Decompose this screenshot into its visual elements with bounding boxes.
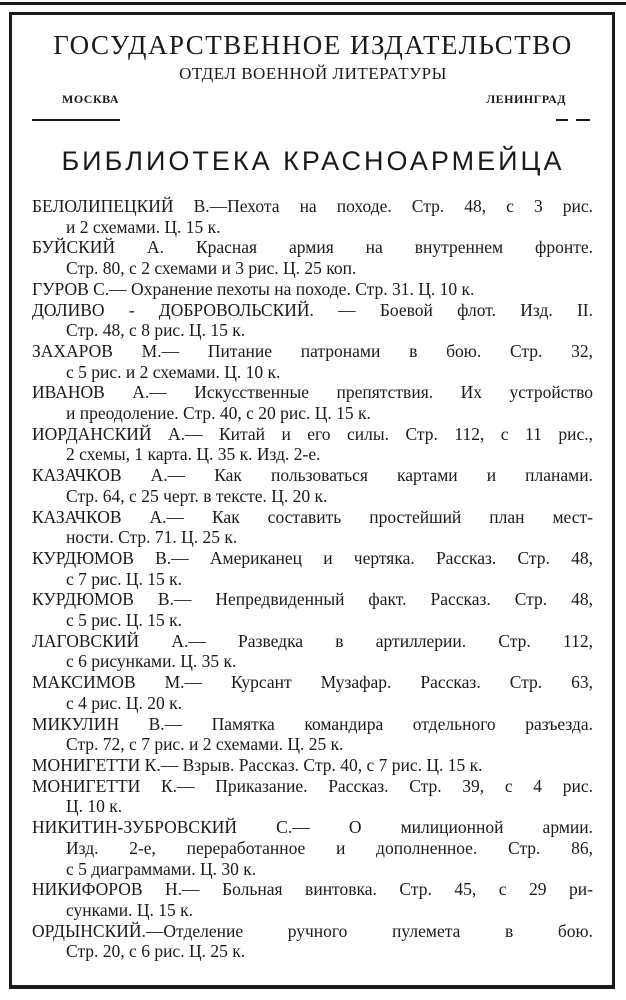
list-item (32, 879, 593, 920)
entry-line-continued: ности. Стр. 71. Ц. 25 к. (66, 527, 238, 548)
entry-line-continued: и 2 схемами. Ц. 15 к. (66, 216, 221, 237)
entry-line-first: НИКИТИН-ЗУБРОВСКИЙ С.— О милиционной армии. (32, 817, 593, 838)
entry-line-continued: с 5 рис. Ц. 15 к. (66, 610, 183, 631)
list-item (32, 507, 593, 548)
divider-right (556, 119, 568, 121)
publisher-heading: ГОСУДАРСТВЕННОЕ ИЗДАТЕЛЬСТВО (53, 30, 573, 60)
list-item (32, 196, 593, 237)
list-item (32, 631, 593, 672)
list-item (32, 548, 593, 589)
entry-line-continued: с 4 рис. Ц. 20 к. (66, 692, 183, 713)
entry-line-first: БЕЛОЛИПЕЦКИЙ В.—Пехота на походе. Стр. 48, с 3 рис. (32, 196, 593, 216)
list-item (32, 817, 593, 879)
list-item (32, 672, 593, 713)
city-moscow: МОСКВА (62, 92, 120, 106)
department-heading: ОТДЕЛ ВОЕННОЙ ЛИТЕРАТУРЫ (179, 64, 447, 83)
entry-line-continued: и преодоление. Стр. 40, с 20 рис. Ц. 15 к. (66, 403, 371, 424)
divider-left (32, 119, 120, 121)
entry-line-first: ЛАГОВСКИЙ А.— Разведка в артиллерии. Стр. 112, (32, 630, 593, 651)
entry-line-continued: с 7 рис. Ц. 15 к. (66, 568, 183, 589)
entry-line-first: КУРДЮМОВ В.— Непредвиденный факт. Рассказ. Стр. 48, (32, 589, 593, 610)
list-item (32, 237, 593, 278)
series-title: БИБЛИОТЕКА КРАСНОАРМЕЙЦА (61, 146, 565, 176)
entry-line-continued: Стр. 64, с 25 черт. в тексте. Ц. 20 к. (66, 485, 328, 506)
entry-line-first: КАЗАЧКОВ А.— Как пользоваться картами и планами. (32, 465, 593, 486)
entry-line-continued: Стр. 72, с 7 рис. и 2 схемами. Ц. 25 к. (66, 734, 344, 755)
list-item (32, 341, 593, 382)
city-leningrad: ЛЕНИНГРАД (486, 92, 566, 106)
entry-line-continued: Стр. 48, с 8 рис. Ц. 15 к. (66, 320, 246, 341)
entry-line-first: ОРДЫНСКИЙ.—Отделение ручного пулемета в бою. (32, 920, 593, 941)
entry-line-continued: Ц. 10 к. (66, 796, 123, 817)
list-item (32, 589, 593, 630)
entry-line-continued: с 5 рис. и 2 схемами. Ц. 10 к. (66, 361, 281, 382)
entry-line-first: КУРДЮМОВ В.— Американец и чертяка. Рассказ. Стр. 48, (32, 547, 593, 568)
entry-line-first: ДОЛИВО - ДОБРОВОЛЬСКИЙ. — Боевой флот. Изд. II. (32, 299, 593, 320)
entry-line-continued: Стр. 20, с 6 рис. Ц. 25 к. (66, 941, 246, 962)
entry-line-first: ИВАНОВ А.— Искусственные препятствия. Их устройство (32, 382, 593, 403)
divider-right-2 (576, 119, 590, 121)
list-item (32, 424, 593, 465)
list-item (32, 714, 593, 755)
list-item (32, 300, 593, 341)
list-item (32, 921, 593, 962)
entry-line-first: МИКУЛИН В.— Памятка командира отдельного разъезда. (32, 713, 593, 734)
entry-line-first: БУЙСКИЙ А. Красная армия на внутреннем фронте. (32, 237, 593, 258)
entry-line-first: МАКСИМОВ М.— Курсант Музафар. Рассказ. Стр. 63, (32, 672, 593, 693)
entry-line-continued: с 6 рисунками. Ц. 35 к. (66, 651, 237, 672)
entry-line-continued: с 5 диаграммами. Ц. 30 к. (66, 858, 257, 879)
entry-line-first: ЗАХАРОВ М.— Питание патронами в бою. Стр. 32, (32, 340, 593, 361)
list-item (32, 279, 593, 300)
entry-line-first: ГУРОВ С.— Охранение пехоты на походе. Стр. 31. Ц. 10 к. (32, 278, 475, 299)
book-list (32, 196, 593, 962)
entry-line-continued: 2 схемы, 1 карта. Ц. 35 к. Изд. 2-е. (66, 444, 321, 465)
entry-line-continued: сунками. Ц. 15 к. (66, 899, 193, 920)
list-item (32, 755, 593, 776)
list-item (32, 382, 593, 423)
entry-line-first: ИОРДАНСКИЙ А.— Китай и его силы. Стр. 112, с 11 рис., (32, 423, 593, 444)
entry-line-first: НИКИФОРОВ Н.— Больная винтовка. Стр. 45, с 29 ри- (32, 879, 593, 900)
list-item (32, 776, 593, 817)
entry-line-first: МОНИГЕТТИ К.— Взрыв. Рассказ. Стр. 40, с 7 рис. Ц. 15 к. (32, 754, 483, 775)
entry-line-continued: Стр. 80, с 2 схемами и 3 рис. Ц. 25 коп. (66, 258, 357, 279)
entry-line-continued: Изд. 2-е, переработанное и дополненное. Стр. 86, (66, 837, 593, 858)
list-item (32, 465, 593, 506)
entry-line-first: МОНИГЕТТИ К.— Приказание. Рассказ. Стр. 39, с 4 рис. (32, 775, 593, 796)
entry-line-first: КАЗАЧКОВ А.— Как составить простейший план мест- (32, 506, 593, 527)
top-edge-rule (0, 2, 626, 5)
